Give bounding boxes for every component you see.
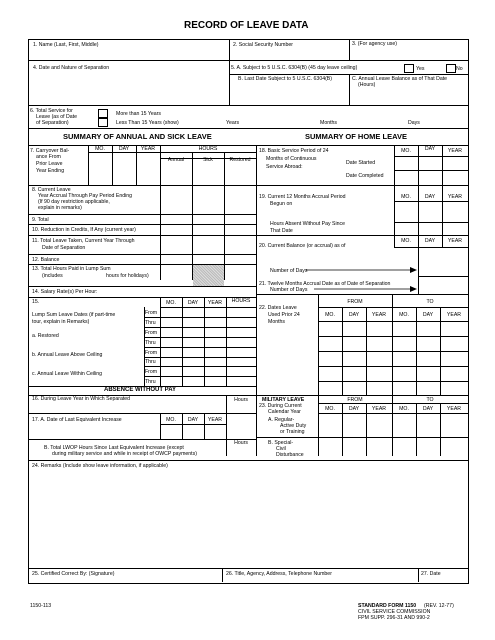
hours-header: HOURS — [198, 146, 218, 152]
total-service-label: 6. Total Service for — [30, 108, 73, 114]
last-increase-label: 17. A. Date of Last Equivalent Increase — [32, 417, 122, 423]
num-days-21-label: Number of Days — [270, 287, 308, 293]
home-leave-heading: SUMMARY OF HOME LEAVE — [305, 132, 407, 141]
twelve-months-label: 21. Twelve Months Accrual Date as of Date of Separation — [259, 281, 391, 287]
day-header-17: DAY — [187, 417, 199, 423]
thru-label: Thru — [145, 320, 156, 326]
awp-heading: ABSENCE WITHOUT PAY — [104, 387, 177, 393]
title-agency-label: 26. Title, Agency, Address, Telephone Number — [226, 571, 332, 577]
day-header-18: DAY — [424, 146, 436, 152]
carryover-label-4: Year Ending — [36, 168, 65, 174]
agency-use-label: 3. (For agency use) — [352, 41, 397, 47]
calendar-year-label: Calendar Year — [268, 409, 301, 415]
lwop-hours-label: Hours — [234, 440, 248, 446]
day-header-23b: DAY — [422, 406, 434, 412]
hours-absent-label: Hours Absent Without Pay Since — [270, 221, 345, 227]
yes-checkbox[interactable] — [404, 64, 414, 73]
year-header: YEAR — [140, 146, 156, 152]
current-leave-label: 8. Current Leave — [32, 187, 71, 193]
from-label: From — [145, 369, 158, 375]
remarks-area[interactable] — [30, 470, 466, 566]
sick-header: Sick — [203, 157, 213, 163]
months-label: Months — [320, 120, 338, 126]
year-header-19: YEAR — [447, 194, 463, 200]
mo-header-22: MO. — [325, 312, 335, 318]
thru-label: Thru — [145, 359, 156, 365]
carryover-label-2: ance From — [36, 154, 61, 160]
subject-6304-label: 5. A. Subject to 5 U.S.C. 6304(B) (45 day leave ceiling) — [231, 65, 358, 71]
mo-header-17: MO. — [166, 417, 176, 423]
day-header-23: DAY — [348, 406, 360, 412]
lump-dates-label-2: tour, explain in Remarks) — [32, 319, 90, 325]
lwop-total-label: B. Total LWOP Hours Since Last Equivalent Increase (except — [44, 445, 184, 451]
leave-taken-label-2: Date of Separation — [42, 245, 86, 251]
during-current-label: 23. During Current — [259, 403, 302, 409]
military-leave-heading: MILITARY LEAVE — [262, 397, 305, 403]
disturbance-label: Disturbance — [276, 452, 304, 458]
item-15-label: 15. — [32, 299, 40, 305]
thru-label: Thru — [145, 340, 156, 346]
no-checkbox[interactable] — [446, 64, 456, 73]
salary-rate-label: 14. Salary Rate(s) Per Hour: — [32, 289, 98, 295]
accrual-period-label-2: Begun on — [270, 201, 293, 207]
lump-dates-label: Lump Sum Leave Dates (if part-time — [32, 312, 116, 318]
annual-header: Annual — [167, 157, 185, 163]
leave-taken-label: 11. Total Leave Taken, Current Year Through — [32, 238, 135, 244]
mo-header-15: MO. — [166, 300, 176, 306]
revision: (REV. 12-77) — [424, 603, 454, 609]
no-label: No — [456, 66, 463, 72]
annual-balance-label: C. Annual Leave Balance as of That Date — [352, 76, 448, 82]
to-header-23: TO — [426, 397, 434, 403]
ssn-label: 2. Social Security Number — [233, 42, 293, 48]
balance-label: 12. Balance — [32, 257, 60, 263]
year-header-15: YEAR — [207, 300, 223, 306]
less-15-label: Less Than 15 Years (show) — [116, 120, 179, 126]
to-header-22: TO — [426, 299, 434, 305]
date-label: 27. Date — [421, 571, 441, 577]
arrow-icon — [314, 285, 418, 293]
year-header-18: YEAR — [447, 148, 463, 154]
form-number: 1150-113 — [30, 603, 52, 609]
lump-sum-includes: (includes — [42, 273, 63, 279]
mo-header-23b: MO. — [399, 406, 409, 412]
date-started-label: Date Started — [346, 160, 376, 166]
awp-hours-label: Hours — [234, 397, 248, 403]
dates-leave-label-3: Months — [268, 319, 286, 325]
accrual-period-label: 19. Current 12 Months Accrual Period — [259, 194, 346, 200]
from-label: From — [145, 310, 158, 316]
hours-absent-label-2: That Date — [270, 228, 293, 234]
mo-header-23: MO. — [325, 406, 335, 412]
from-header-23: FROM — [347, 397, 363, 403]
within-ceiling-label: c. Annual Leave Within Ceiling — [32, 371, 103, 377]
hours-note: (Hours) — [358, 82, 376, 88]
hours-header-15: HOURS — [231, 298, 251, 304]
year-header-23b: YEAR — [446, 406, 462, 412]
more-15-checkbox[interactable] — [98, 109, 108, 118]
name-label: 1. Name (Last, First, Middle) — [33, 42, 99, 48]
remarks-label: 24. Remarks (Include show leave information, if applicable) — [32, 463, 168, 469]
regular-label: A. Regular- — [268, 417, 295, 423]
active-duty-label: Active Duty — [280, 423, 307, 429]
annual-sick-heading: SUMMARY OF ANNUAL AND SICK LEAVE — [63, 132, 212, 141]
dates-leave-label: 22. Dates Leave — [259, 305, 297, 311]
special-label: B. Special- — [268, 440, 294, 446]
civil-label: Civil — [276, 446, 286, 452]
restored-a-label: a. Restored — [32, 333, 59, 339]
lump-sum-label: 13. Total Hours Paid in Lump Sum — [32, 266, 111, 272]
current-leave-label-2: Year Accrual Through Pay Period Ending — [38, 193, 133, 199]
carryover-label-3: Prior Leave — [36, 161, 63, 167]
year-header-23: YEAR — [371, 406, 387, 412]
num-days-20-label: Number of Days — [270, 268, 308, 274]
last-date-6304-label: B. Last Date Subject to 5 U.S.C. 6304(B) — [238, 76, 332, 82]
mo-header-22b: MO. — [399, 312, 409, 318]
day-header-20: DAY — [424, 238, 436, 244]
day-header-19: DAY — [424, 194, 436, 200]
less-15-checkbox[interactable] — [98, 118, 108, 127]
awp-during-label: 16. During Leave Year in Which Separated — [32, 396, 131, 402]
certified-label: 25. Certified Correct By: (Signature) — [32, 571, 115, 577]
mo-header-20: MO. — [401, 238, 411, 244]
year-header-17: YEAR — [207, 417, 223, 423]
above-ceiling-label: b. Annual Leave Above Ceiling — [32, 352, 103, 358]
year-header-20: YEAR — [447, 238, 463, 244]
basic-service-label-3: Service Abroad: — [266, 164, 303, 170]
restored-header: Restored — [229, 157, 251, 163]
current-balance-label: 20. Current Balance (or accrual) as of — [259, 243, 346, 249]
basic-service-label-2: Months of Continuous — [266, 156, 317, 162]
reduction-label: 10. Reduction in Credits, If Any (current year) — [32, 227, 136, 233]
day-header: DAY — [118, 146, 130, 152]
separation-label: 4. Date and Nature of Separation — [33, 65, 110, 71]
total-label: 9. Total — [32, 217, 49, 223]
lump-sum-holidays: hours for holidays) — [106, 273, 149, 279]
day-header-22: DAY — [348, 312, 360, 318]
yes-label: Yes — [416, 66, 425, 72]
fpm-supp: FPM SUPP. 296-31 AND 990-2 — [358, 615, 430, 621]
from-label: From — [145, 330, 158, 336]
years-label: Years — [226, 120, 240, 126]
mo-header: MO. — [95, 146, 105, 152]
standard-form-title: STANDARD FORM 1150 — [358, 603, 417, 609]
year-header-22b: YEAR — [446, 312, 462, 318]
more-15-label: More than 15 Years — [116, 111, 161, 117]
dates-leave-label-2: Used Prior 24 — [268, 312, 300, 318]
shaded-cell — [193, 265, 224, 286]
from-header-22: FROM — [347, 299, 363, 305]
day-header-22b: DAY — [422, 312, 434, 318]
day-header-15: DAY — [187, 300, 199, 306]
form-title: RECORD OF LEAVE DATA — [184, 20, 309, 31]
current-leave-label-3: (If 90 day restriction applicable, — [38, 199, 110, 205]
mo-header-18: MO. — [401, 148, 411, 154]
days-label: Days — [408, 120, 420, 126]
basic-service-label: 18. Basic Service Period of 24 — [259, 148, 329, 154]
carryover-label: 7. Carryover Bal- — [30, 148, 70, 154]
mo-header-19: MO. — [401, 194, 411, 200]
commission: CIVIL SERVICE COMMISSION — [358, 609, 431, 615]
total-service-label-3: of Separation) — [36, 120, 69, 126]
lwop-total-label-2: during military service and while in receipt of OWCP payments) — [52, 451, 197, 457]
training-label: or Training — [280, 429, 305, 435]
from-label: From — [145, 350, 158, 356]
thru-label: Thru — [145, 379, 156, 385]
total-service-label-2: Leave (as of Date — [36, 114, 77, 120]
arrow-icon — [306, 266, 418, 274]
year-header-22: YEAR — [371, 312, 387, 318]
current-leave-label-4: explain in remarks) — [38, 205, 82, 211]
date-completed-label: Date Completed — [346, 173, 384, 179]
